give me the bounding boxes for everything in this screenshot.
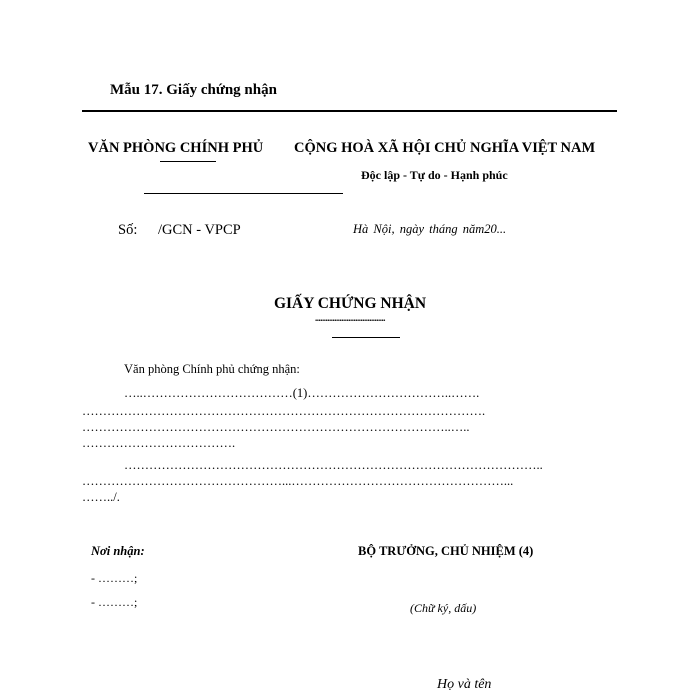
- signer-name: Họ và tên: [437, 677, 492, 692]
- signer-title: BỘ TRƯỞNG, CHỦ NHIỆM (4): [358, 544, 534, 558]
- national-motto: Độc lập - Tự do - Hạnh phúc: [361, 168, 508, 182]
- motto-rule: [144, 193, 343, 194]
- agency-name: VĂN PHÒNG CHÍNH PHỦ: [88, 140, 264, 156]
- document-title: GIẤY CHỨNG NHẬN: [273, 295, 427, 312]
- fill-in-line: ……………………………………………………………………………..…..: [82, 420, 470, 434]
- fill-in-line: …..………………………………(1)……………………………..…….: [124, 386, 480, 400]
- recipient-item: - ………;: [91, 595, 138, 609]
- reference-number-code: /GCN - VPCP: [158, 222, 241, 238]
- title-underline: [332, 337, 400, 338]
- fill-in-line-end: ……../.: [82, 490, 120, 504]
- top-rule: [82, 110, 617, 112]
- agency-underline: [160, 161, 216, 162]
- certification-intro: Văn phòng Chính phủ chứng nhận:: [124, 362, 300, 376]
- country-name: CỘNG HOÀ XÃ HỘI CHỦ NGHĨA VIỆT NAM: [294, 140, 596, 156]
- reference-number-label: Số:: [118, 222, 138, 238]
- title-dotted-underline: ........................................: [315, 313, 385, 323]
- fill-in-line: ………………………………………………………………………………………..: [124, 458, 543, 472]
- fill-in-line: …………………………………………………………………………………….: [82, 404, 486, 418]
- signature-note: (Chữ ký, dấu): [410, 601, 477, 615]
- fill-in-line: ……………………………….: [82, 436, 236, 450]
- place-and-date: Hà Nội, ngày tháng năm20...: [353, 222, 507, 236]
- fill-in-line: …………………………………………...……………………………………………...: [82, 474, 514, 488]
- recipient-item: - ………;: [91, 571, 138, 585]
- form-label: Mẫu 17. Giấy chứng nhận: [110, 82, 277, 98]
- recipients-label: Nơi nhận:: [91, 544, 145, 558]
